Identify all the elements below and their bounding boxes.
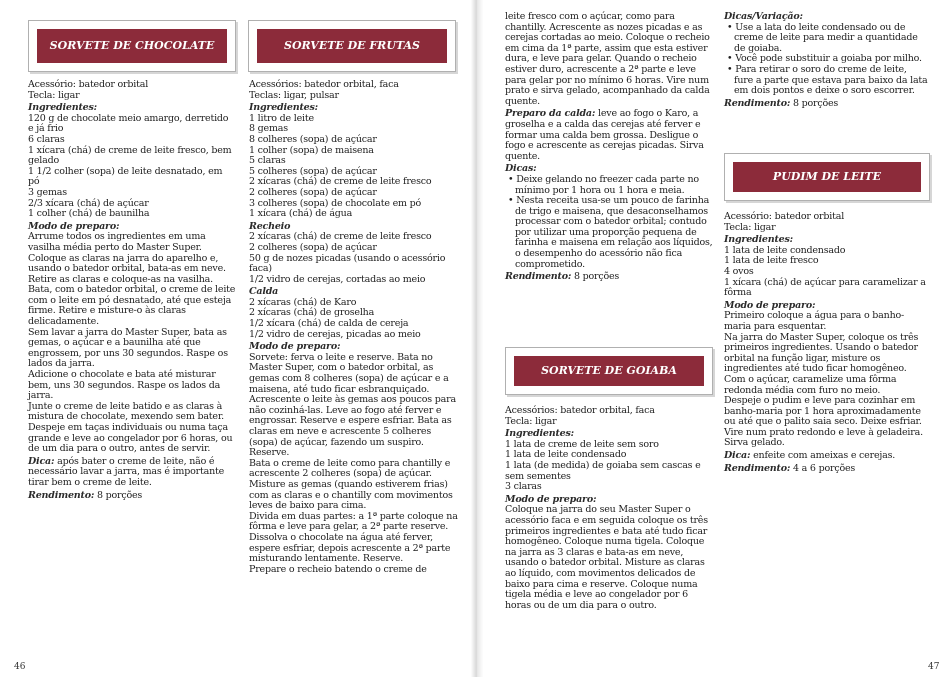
ingredient-item: 1 lata de leite condensado [724, 244, 846, 256]
tips-heading: Dicas: [505, 163, 537, 175]
key-text: Tecla: ligar [28, 89, 80, 101]
book-spine [471, 0, 483, 677]
yield-text: 8 porções [573, 271, 620, 283]
ingredient-item: 1 colher (sopa) de maisena [249, 144, 374, 156]
yield-line [724, 99, 928, 110]
yield-heading: Rendimento: [505, 271, 572, 283]
variation-item-text: Use a lata do leite condensado ou de creme de leite para medir a quantidade de goiaba. [734, 21, 918, 54]
method-step: Adicione o chocolate e bata até misturar bem, uns 30 segundos. Raspe os lados da jarra. [28, 369, 221, 402]
method-step: Prepare o recheio batendo o creme de [249, 563, 427, 575]
method-step: Bata, com o batedor orbital, o creme de leite com o leite em pó desnatado, até que esteja firme. Retire e misture-o às claras delicadamente. [28, 284, 236, 328]
ingredient-item: 2 colheres (sopa) de açúcar [249, 186, 377, 198]
method-step: Divida em duas partes: a 1ª parte coloque na fôrma e leve para gelar, a 2ª parte reserve. [249, 510, 458, 533]
key-text: Teclas: ligar, pulsar [249, 89, 339, 101]
filling-item: 2 colheres (sopa) de açúcar [249, 241, 377, 253]
recipe-title-fruits: SORVETE DE FRUTAS [257, 29, 447, 63]
variation-item: • Você pode substituir a goiaba por milho. [727, 53, 922, 65]
ingredient-item: 1 lata de leite fresco [724, 255, 819, 267]
tips-list [505, 175, 713, 270]
ingredient-item: 8 colheres (sopa) de açúcar [249, 133, 377, 145]
method-step: Misture as gemas (quando estiverem frias) com as claras e o chantilly com movimentos leves de baixo para cima. [249, 478, 453, 512]
method-step: Coloque as claras na jarra do aparelho e, usando o batedor orbital, bata-as em neve. Retire as claras e coloque-as na vasilha. [28, 252, 226, 285]
variation-item-text: Você pode substituir a goiaba por milho. [735, 53, 922, 65]
filling-item: 1/2 vidro de cerejas, cortadas ao meio [249, 273, 426, 285]
yield-line [28, 491, 236, 502]
method-step: Coloque na jarra do seu Master Super o acessório faca e em seguida coloque os três primeiros ingredientes e bata até tudo ficar homogêneo. Coloque numa tigela. Coloque na jarra as 3 claras e bata-as em neve, usando o batedor orbital. Misture as claras ao líquido, com movimentos delicados de baixo para cima e reserve. Coloque numa tigela média e leve ao congelador por 6 horas ou de um dia para o outro. [505, 504, 708, 611]
recipe-title-pudding: PUDIM DE LEITE [733, 162, 921, 192]
method-steps [28, 232, 236, 454]
recipe-title-chocolate: SORVETE DE CHOCOLATE [37, 29, 227, 63]
variation-item: • Para retirar o soro do creme de leite, fure a parte que estava para baixo da lata em dois pontos e deixe o soro escorrer. [727, 63, 928, 97]
tip-text: enfeite com ameixas e cerejas. [753, 450, 896, 462]
sauce-method-paragraph [505, 109, 713, 162]
accessory-text: Acessórios: batedor orbital, faca [249, 79, 399, 90]
tip-paragraph [28, 457, 236, 489]
page-number-left: 46 [14, 662, 26, 672]
filling-heading: Recheio [249, 220, 291, 232]
ingredient-item: 120 g de chocolate meio amargo, derretido e já frio [28, 112, 229, 135]
method-step: Bata o creme de leite como para chantilly e acrescente 2 colheres (sopa) de açúcar. [249, 457, 451, 480]
ingredient-item: 1 litro de leite [249, 112, 314, 124]
tip-heading: Dica: [724, 450, 751, 462]
method-steps [249, 353, 460, 575]
accessory-text: Acessórios: batedor orbital, faca [505, 405, 655, 416]
ingredient-item: 1 xícara (chá) de açúcar para caramelizar a fôrma [724, 276, 926, 299]
ingredients-list [724, 246, 928, 299]
variation-heading: Dicas/Variação: [724, 11, 803, 22]
ingredient-item: 1 xícara (chá) de creme de leite fresco, bem gelado [28, 144, 232, 167]
yield-heading: Rendimento: [724, 97, 791, 109]
key-text: Tecla: ligar [505, 415, 557, 427]
yield-heading: Rendimento: [724, 462, 791, 474]
yield-line [505, 272, 713, 283]
method-heading: Modo de preparo: [724, 299, 816, 311]
ingredient-item: 1 lata (de medida) de goiaba sem cascas e sem sementes [505, 459, 701, 482]
sauce-method-text: leve ao fogo o Karo, a groselha e a calda das cerejas até ferver e formar uma calda bem grossa. Desligue o fogo e acrescente as cerejas picadas. Sirva quente. [505, 108, 704, 162]
tip-text: após bater o creme de leite, não é necessário lavar a jarra, mas é importante tirar bem o creme de leite. [28, 455, 225, 488]
recipe-guava [505, 406, 713, 611]
ingredient-item: 2/3 xícara (chá) de açúcar [28, 197, 149, 209]
ingredient-item: 1 lata de creme de leite sem soro [505, 438, 659, 450]
ingredients-heading: Ingredientes: [505, 428, 574, 440]
ingredient-item: 1 colher (chá) de baunilha [28, 208, 150, 220]
title-box-pudding [724, 153, 930, 201]
ingredients-heading: Ingredientes: [724, 234, 793, 246]
ingredients-heading: Ingredientes: [28, 102, 97, 114]
sauce-list [249, 298, 460, 340]
method-steps [724, 311, 928, 449]
yield-text: 4 a 6 porções [792, 462, 856, 474]
title-box-fruits [248, 20, 456, 72]
recipe-title-guava: SORVETE DE GOIABA [514, 356, 704, 386]
recipe-chocolate [28, 80, 236, 501]
sauce-method-heading: Preparo da calda: [505, 108, 596, 120]
method-step: Dissolva o chocolate na água até ferver, espere esfriar, depois acrescente a 2ª parte misturando lentamente. Reserve. [249, 531, 451, 565]
ingredient-item: 4 ovos [724, 265, 754, 277]
method-heading: Modo de preparo: [28, 220, 120, 232]
method-step: Primeiro coloque a água para o banho-maria para esquentar. [724, 310, 905, 332]
sauce-item: 1/2 xícara (chá) de calda de cereja [249, 318, 409, 330]
yield-heading: Rendimento: [28, 489, 95, 501]
tip-heading: Dica: [28, 455, 55, 467]
recipe-fruits [249, 80, 460, 575]
page-number-right: 47 [928, 662, 940, 672]
ingredient-item: 2 xícaras (chá) de creme de leite fresco [249, 176, 432, 188]
yield-line [724, 464, 928, 475]
tip-paragraph [724, 451, 928, 462]
filling-list [249, 232, 460, 285]
method-step: Na jarra do Master Super, coloque os três primeiros ingredientes. Usando o batedor orbital na função ligar, misture os ingredientes até tudo ficar homogêneo. [724, 331, 919, 375]
tip-item-text: Nesta receita usa-se um pouco de farinha de trigo e maisena, que desaconselhamos processar com o batedor orbital; contudo por utilizar uma proporção pequena de farinha e maisena em relação aos líquidos, o desempenho do acessório não fica comprometido. [515, 195, 713, 270]
fruits-continued [505, 12, 713, 283]
ingredient-item: 5 colheres (sopa) de açúcar [249, 165, 377, 177]
sauce-heading: Calda [249, 286, 279, 298]
accessory-text: Acessório: batedor orbital [28, 79, 149, 90]
ingredient-item: 1 1/2 colher (sopa) de leite desnatado, em pó [28, 165, 223, 188]
ingredients-heading: Ingredientes: [249, 102, 318, 114]
ingredient-item: 8 gemas [249, 123, 288, 135]
sauce-item: 1/2 vidro de cerejas, picadas ao meio [249, 328, 421, 340]
ingredient-item: 3 claras [505, 481, 542, 493]
method-step: Sem lavar a jarra do Master Super, bata as gemas, o açúcar e a baunilha até que engrossem, por uns 30 segundos. Raspe os lados da jarra. [28, 326, 228, 370]
ingredients-list [505, 440, 713, 493]
accessory-text: Acessório: batedor orbital [724, 211, 845, 222]
method-step: Junte o creme de leite batido e as claras à mistura de chocolate, mexendo sem bater. Despeje em taças individuais ou numa taça grande e leve ao congelador por 6 horas, ou de um dia para o outro, antes de servir. [28, 400, 233, 455]
recipe-pudding [724, 212, 928, 474]
tip-item: • Nesta receita usa-se um pouco de farinha de trigo e maisena, que desaconselhamos processar com o batedor orbital; contudo por utilizar uma proporção pequena de farinha e maisena em relação aos líquidos, o desempenho do acessório não fica comprometido. [508, 195, 713, 270]
ingredient-item: 5 claras [249, 155, 286, 167]
method-step: Sorvete: ferva o leite e reserve. Bata no Master Super, com o batedor orbital, as gemas com 8 colheres (sopa) de açúcar e a maisena, até tudo ficar esbranquiçado. Acrescente o leite às gemas aos poucos para não cozinhá-las. Leve ao fogo até ferver e engrossar. Reserve e espere esfriar. Bata as claras em neve e acrescente 5 colheres (sopa) de açúcar, fazendo um suspiro. Reserve. [249, 351, 456, 459]
sauce-item: 2 xícaras (chá) de groselha [249, 307, 375, 319]
sauce-item: 2 xícaras (chá) de Karo [249, 296, 357, 308]
title-box-chocolate [28, 20, 236, 72]
method-step: Arrume todos os ingredientes em uma vasilha média perto do Master Super. [28, 231, 206, 253]
yield-text: 8 porções [792, 97, 839, 109]
variation-item-text: Para retirar o soro do creme de leite, fure a parte que estava para baixo da lata em dois pontos e deixe o soro escorrer. [734, 63, 928, 97]
ingredient-item: 6 claras [28, 133, 65, 145]
tip-item-text: Deixe gelando no freezer cada parte no mínimo por 1 hora ou 1 hora e meia. [515, 173, 699, 196]
variation-item: • Use a lata do leite condensado ou de creme de leite para medir a quantidade de goiaba. [727, 21, 918, 54]
filling-item: 2 xícaras (chá) de creme de leite fresco [249, 231, 432, 243]
tip-item: • Deixe gelando no freezer cada parte no mínimo por 1 hora ou 1 hora e meia. [508, 173, 699, 196]
method-step: Despeje o pudim e leve para cozinhar em banho-maria por 1 hora aproximadamente ou até que o palito saia seco. Deixe esfriar. Vire num prato redondo e leve à geladeira. Sirva gelado. [724, 395, 923, 449]
ingredient-item: 3 colheres (sopa) de chocolate em pó [249, 197, 422, 209]
ingredients-list [28, 114, 236, 220]
key-text: Tecla: ligar [724, 221, 776, 233]
method-heading: Modo de preparo: [505, 493, 597, 505]
title-box-guava [505, 347, 713, 395]
ingredient-item: 1 lata de leite condensado [505, 449, 627, 461]
ingredients-list [249, 114, 460, 220]
method-heading: Modo de preparo: [249, 341, 341, 353]
variation-list [724, 23, 928, 97]
method-step: Com o açúcar, caramelize uma fôrma redonda média com furo no meio. [724, 373, 897, 396]
filling-item: 50 g de nozes picadas (usando o acessório faca) [249, 252, 446, 275]
continued-text: leite fresco com o açúcar, como para chantilly. Acrescente as nozes picadas e as cerejas cortadas ao meio. Coloque o recheio em cima da 1ª parte, assim que esta estiver dura, e leve para gelar. Quando o recheio estiver duro, acrescente a 2ª parte e leve para gelar por no mínimo 6 horas. Vire num prato e sirva gelado, acompanhado da calda quente. [505, 11, 710, 107]
guava-variations [724, 12, 928, 109]
yield-text: 8 porções [96, 489, 143, 501]
ingredient-item: 1 xícara (chá) de água [249, 208, 353, 220]
ingredient-item: 3 gemas [28, 186, 67, 198]
